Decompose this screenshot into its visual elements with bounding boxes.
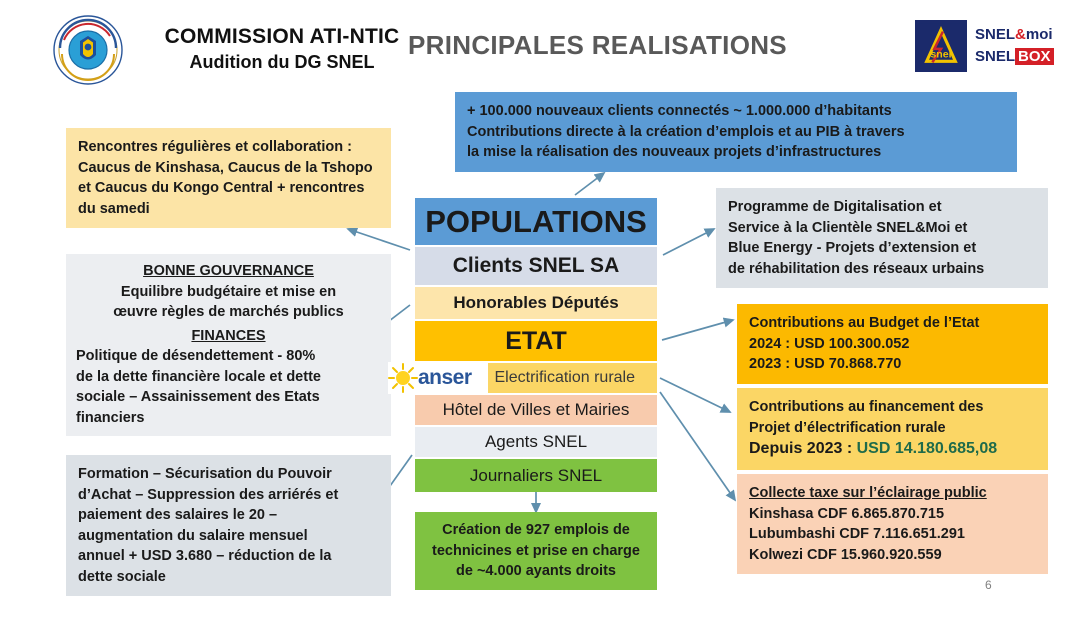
rural-line-1: Contributions au financement des (749, 399, 984, 415)
rencontres-line-4: du samedi (78, 200, 150, 217)
brand-snel-text: SNEL (975, 26, 1016, 43)
finances-line-4: financiers (76, 410, 145, 427)
formation-line-2: d’Achat – Suppression des arriérés et (78, 486, 339, 503)
pyramid-label-clients-snel: Clients SNEL SA (452, 254, 620, 277)
pyramid-row-populations (415, 198, 657, 245)
finances-line-1: Politique de désendettement - 80% (76, 348, 316, 365)
new-clients-line-2: Contributions directe à la création d’emplois et au PIB à travers (467, 123, 905, 140)
brand-ampersand: & (1015, 26, 1026, 43)
digitalisation-line-4: de réhabilitation des réseaux urbains (728, 260, 985, 277)
pyramid-label-agents-snel: Agents SNEL (484, 432, 588, 451)
finances-line-3: sociale – Assainissement des Etats (76, 389, 320, 406)
rural-amount-label: Depuis 2023 : (749, 440, 857, 458)
pyramid-label-electrification: Electrification rurale (494, 369, 635, 386)
pyramid-row-deputes (415, 287, 657, 319)
gouvernance-line-2: œuvre règles de marchés publics (113, 304, 344, 321)
anser-wordmark: anser (418, 366, 472, 389)
callout-box-gouvernance (66, 254, 391, 436)
rencontres-line-2: Caucus de Kinshasa, Caucus de la Tshopo (78, 159, 373, 176)
pyramid-label-deputes: Honorables Députés (453, 293, 619, 312)
formation-line-1: Formation – Sécurisation du Pouvoir (78, 466, 332, 482)
taxe-line-kinshasa: Kinshasa CDF 6.865.870.715 (749, 505, 945, 522)
digitalisation-line-1: Programme de Digitalisation et (728, 199, 942, 215)
pyramid-label-etat: ETAT (505, 326, 567, 355)
callout-box-formation (66, 455, 391, 596)
rural-line-2: Projet d’électrification rurale (749, 419, 946, 436)
anser-logo (388, 362, 488, 394)
page-subtitle: Audition du DG SNEL (189, 51, 375, 72)
rural-line-3 (749, 438, 1036, 461)
emplois-line-2: technicines et prise en charge (432, 542, 640, 559)
pyramid-row-etat (415, 321, 657, 361)
sun-icon (388, 363, 418, 393)
pyramid-label-journaliers-snel: Journaliers SNEL (469, 465, 603, 485)
gouvernance-heading: BONNE GOUVERNANCE (143, 263, 314, 279)
header-titles (132, 24, 432, 74)
formation-line-5: annuel + USD 3.680 – réduction de la (78, 548, 332, 565)
brand-snel-text-2: SNEL (975, 47, 1016, 65)
formation-line-4: augmentation du salaire mensuel (78, 527, 308, 544)
emplois-line-3: de ~4.000 ayants droits (456, 563, 616, 580)
callout-box-collecte-taxe (737, 474, 1048, 574)
snel-brand-words (975, 24, 1054, 68)
callout-box-rencontres (66, 128, 391, 228)
pyramid-row-agents-snel (415, 427, 657, 457)
svg-text:snel: snel (930, 48, 952, 61)
taxe-line-lubumbashi: Lubumbashi CDF 7.116.651.291 (749, 526, 965, 543)
snel-brand-block (915, 20, 1065, 78)
finances-line-2: de la dette financière locale et dette (76, 368, 321, 385)
budget-line-2: 2024 : USD 100.300.052 (749, 335, 910, 352)
new-clients-line-1: + 100.000 nouveaux clients connectés ~ 1.000.000 d’habitants (467, 103, 892, 119)
page-number: 6 (985, 578, 992, 592)
pyramid-row-journaliers-snel (415, 459, 657, 492)
emplois-line-1: Création de 927 emplois de (442, 522, 630, 538)
slide-title: PRINCIPALES REALISATIONS (408, 30, 787, 60)
snel-logo-icon (915, 20, 967, 72)
page-title: COMMISSION ATI-NTIC (164, 25, 400, 48)
rencontres-line-3: et Caucus du Kongo Central + rencontres (78, 180, 365, 197)
budget-line-3: 2023 : USD 70.868.770 (749, 356, 902, 373)
pyramid-row-hotel-villes (415, 395, 657, 425)
budget-line-1: Contributions au Budget de l’Etat (749, 315, 980, 331)
new-clients-line-3: la mise la réalisation des nouveaux projets d’infrastructures (467, 144, 882, 161)
digitalisation-line-2: Service à la Clientèle SNEL&Moi et (728, 219, 968, 236)
pyramid-label-hotel-villes: Hôtel de Villes et Mairies (442, 400, 630, 419)
brand-line-snel-box (975, 46, 1054, 68)
highlight-box-new-clients (455, 92, 1017, 172)
formation-line-6: dette sociale (78, 568, 166, 585)
brand-box-badge: BOX (1015, 48, 1054, 65)
gouvernance-line-1: Equilibre budgétaire et mise en (120, 283, 337, 300)
callout-box-budget-etat (737, 304, 1048, 384)
formation-line-3: paiement des salaires le 20 – (78, 507, 278, 524)
drc-coat-of-arms-logo (52, 14, 124, 86)
digitalisation-line-3: Blue Energy - Projets d’extension et (728, 240, 977, 257)
rencontres-line-1: Rencontres régulières et collaboration : (78, 139, 352, 155)
callout-box-digitalisation (716, 188, 1048, 288)
pyramid-label-populations: POPULATIONS (425, 203, 647, 239)
rural-amount-value: USD 14.180.685,08 (856, 440, 998, 458)
taxe-line-kolwezi: Kolwezi CDF 15.960.920.559 (749, 546, 942, 563)
finances-heading: FINANCES (191, 327, 266, 344)
pyramid-row-clients-snel (415, 247, 657, 285)
callout-box-creation-emplois (415, 512, 657, 590)
taxe-heading: Collecte taxe sur l’éclairage public (749, 485, 987, 501)
brand-moi-text: moi (1025, 26, 1053, 43)
callout-box-electrification-rurale (737, 388, 1048, 470)
brand-line-snel-moi (975, 24, 1054, 46)
